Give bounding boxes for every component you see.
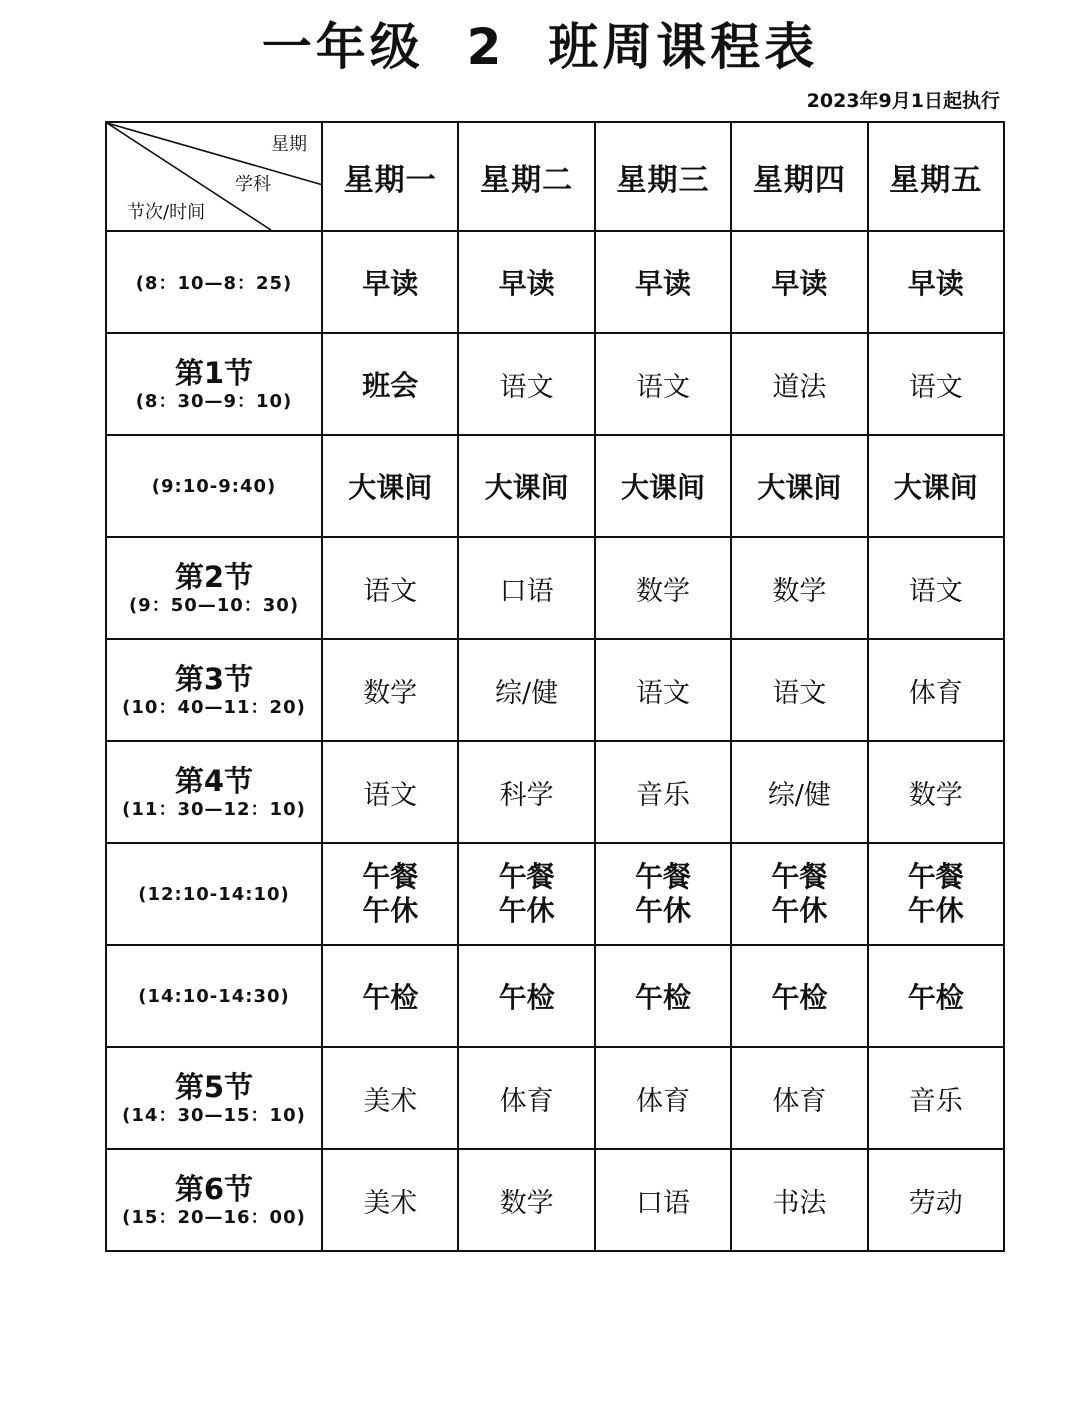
subject-label: 午休 [771, 894, 828, 927]
subject-label: 午检 [362, 981, 419, 1014]
subject-label: 午餐 [907, 860, 964, 893]
subject-cell [595, 231, 731, 333]
subject-label: 午休 [634, 894, 691, 927]
subject-cell [322, 435, 458, 537]
period-time: (12:10-14:10) [138, 883, 290, 905]
subject-cell [868, 639, 1004, 741]
subject-cell [868, 945, 1004, 1047]
subject-cell [868, 231, 1004, 333]
subject-label: 早读 [498, 267, 555, 300]
period-cell [106, 435, 322, 537]
day-header: 星期四 [731, 122, 867, 231]
subject-label: 综/健 [767, 779, 831, 811]
subject-label: 午休 [362, 894, 419, 927]
subject-label: 午检 [907, 981, 964, 1014]
period-time: (14:10-14:30) [138, 985, 290, 1007]
period-name: 第5节 [174, 1070, 254, 1104]
period-cell [106, 1047, 322, 1149]
subject-label: 数学 [499, 1187, 554, 1219]
subject-label: 大课间 [620, 471, 705, 504]
table-row [106, 1047, 1004, 1149]
day-header: 星期一 [322, 122, 458, 231]
subject-cell [731, 639, 867, 741]
subject-label: 综/健 [495, 677, 559, 709]
subject-label: 早读 [907, 267, 964, 300]
subject-label: 午餐 [498, 860, 555, 893]
subject-cell [731, 1047, 867, 1149]
subject-cell [595, 843, 731, 945]
subject-label: 班会 [362, 369, 419, 402]
subject-cell [458, 843, 594, 945]
subject-cell [458, 1149, 594, 1251]
subject-cell [322, 1149, 458, 1251]
subject-cell [595, 741, 731, 843]
day-header: 星期二 [458, 122, 594, 231]
subject-cell [322, 231, 458, 333]
subject-label: 数学 [772, 575, 827, 607]
table-row [106, 231, 1004, 333]
subject-label: 体育 [772, 1085, 827, 1117]
subject-cell [731, 1149, 867, 1251]
subject-cell [868, 843, 1004, 945]
subject-label: 午检 [634, 981, 691, 1014]
subject-cell [322, 741, 458, 843]
subject-label: 口语 [499, 575, 554, 607]
subject-cell [458, 741, 594, 843]
subject-cell [731, 435, 867, 537]
subject-cell [458, 1047, 594, 1149]
subject-cell [458, 435, 594, 537]
subject-label: 体育 [499, 1085, 554, 1117]
subject-cell [868, 1149, 1004, 1251]
corner-subject-label: 学科 [235, 174, 271, 195]
subject-cell [458, 231, 594, 333]
subject-cell [595, 639, 731, 741]
table-row [106, 333, 1004, 435]
subject-cell [731, 231, 867, 333]
subject-label: 语文 [635, 371, 690, 403]
period-name: 第6节 [174, 1172, 254, 1206]
table-row [106, 741, 1004, 843]
period-name: 第2节 [174, 560, 254, 594]
subject-label: 数学 [908, 779, 963, 811]
period-time: (14：30—15：10) [122, 1105, 306, 1126]
subject-cell [322, 843, 458, 945]
period-cell [106, 537, 322, 639]
period-cell [106, 843, 322, 945]
period-time: (8：30—9：10) [135, 391, 293, 412]
day-header: 星期五 [868, 122, 1004, 231]
subject-label: 音乐 [908, 1085, 963, 1117]
corner-period-label: 节次/时间 [127, 202, 206, 223]
subject-label: 数学 [363, 677, 418, 709]
subject-cell [595, 333, 731, 435]
table-row [106, 843, 1004, 945]
subject-label: 语文 [908, 575, 963, 607]
page-title: 一年级 2 班周课程表 [261, 18, 819, 76]
period-name: 第1节 [174, 356, 254, 390]
subject-cell [322, 639, 458, 741]
subject-label: 午检 [771, 981, 828, 1014]
subject-label: 午休 [498, 894, 555, 927]
period-cell [106, 639, 322, 741]
subject-cell [595, 1047, 731, 1149]
table-row [106, 537, 1004, 639]
subject-cell [868, 537, 1004, 639]
subject-label: 美术 [363, 1085, 418, 1117]
subject-cell [458, 333, 594, 435]
period-time: (11：30—12：10) [122, 799, 306, 820]
subject-cell [868, 435, 1004, 537]
subject-label: 音乐 [635, 779, 690, 811]
subject-cell [595, 1149, 731, 1251]
table-row [106, 435, 1004, 537]
subject-cell [458, 537, 594, 639]
period-name: 第3节 [174, 662, 254, 696]
subject-cell [731, 537, 867, 639]
period-time: (9：50—10：30) [128, 595, 300, 616]
period-time: (15：20—16：00) [122, 1207, 306, 1228]
subject-cell [322, 945, 458, 1047]
period-time: (8：10—8：25) [135, 273, 293, 294]
subject-cell [322, 333, 458, 435]
subject-cell [595, 945, 731, 1047]
period-cell [106, 1149, 322, 1251]
subject-cell [458, 945, 594, 1047]
table-row [106, 1149, 1004, 1251]
subject-label: 语文 [908, 371, 963, 403]
subject-label: 数学 [635, 575, 690, 607]
subject-cell [595, 537, 731, 639]
subject-cell [322, 1047, 458, 1149]
subject-label: 美术 [363, 1187, 418, 1219]
subject-cell [731, 945, 867, 1047]
period-time: (9:10-9:40) [151, 475, 277, 497]
subject-label: 科学 [499, 779, 554, 811]
period-time: (10：40—11：20) [122, 697, 306, 718]
subject-label: 午检 [498, 981, 555, 1014]
subject-label: 道法 [772, 371, 827, 403]
subject-label: 早读 [362, 267, 419, 300]
subject-label: 语文 [363, 779, 418, 811]
subject-label: 大课间 [893, 471, 978, 504]
subject-cell [595, 435, 731, 537]
subject-cell [458, 639, 594, 741]
subject-label: 大课间 [348, 471, 433, 504]
subject-label: 体育 [635, 1085, 690, 1117]
subject-label: 劳动 [908, 1187, 963, 1219]
corner-cell [106, 122, 322, 231]
period-cell [106, 231, 322, 333]
period-cell [106, 945, 322, 1047]
subject-label: 体育 [908, 677, 963, 709]
subject-label: 语文 [499, 371, 554, 403]
subject-label: 早读 [634, 267, 691, 300]
subject-label: 早读 [771, 267, 828, 300]
subject-cell [322, 537, 458, 639]
subject-label: 语文 [635, 677, 690, 709]
effective-date: 2023年9月1日起执行 [806, 90, 1000, 112]
subject-cell [731, 333, 867, 435]
subject-cell [868, 1047, 1004, 1149]
corner-week-label: 星期 [271, 134, 307, 155]
subject-label: 大课间 [757, 471, 842, 504]
period-cell [106, 333, 322, 435]
subject-label: 午餐 [771, 860, 828, 893]
subject-label: 口语 [635, 1187, 690, 1219]
header-row [106, 122, 1004, 231]
table-row [106, 945, 1004, 1047]
period-name: 第4节 [174, 764, 254, 798]
period-cell [106, 741, 322, 843]
subject-label: 大课间 [484, 471, 569, 504]
subject-cell [731, 843, 867, 945]
subject-label: 语文 [363, 575, 418, 607]
subject-label: 书法 [772, 1187, 827, 1219]
day-header: 星期三 [595, 122, 731, 231]
table-row [106, 639, 1004, 741]
schedule-table [105, 121, 1005, 1252]
subject-cell [868, 741, 1004, 843]
subject-cell [731, 741, 867, 843]
subject-label: 午休 [907, 894, 964, 927]
subject-label: 语文 [772, 677, 827, 709]
subject-label: 午餐 [362, 860, 419, 893]
subject-label: 午餐 [634, 860, 691, 893]
subject-cell [868, 333, 1004, 435]
